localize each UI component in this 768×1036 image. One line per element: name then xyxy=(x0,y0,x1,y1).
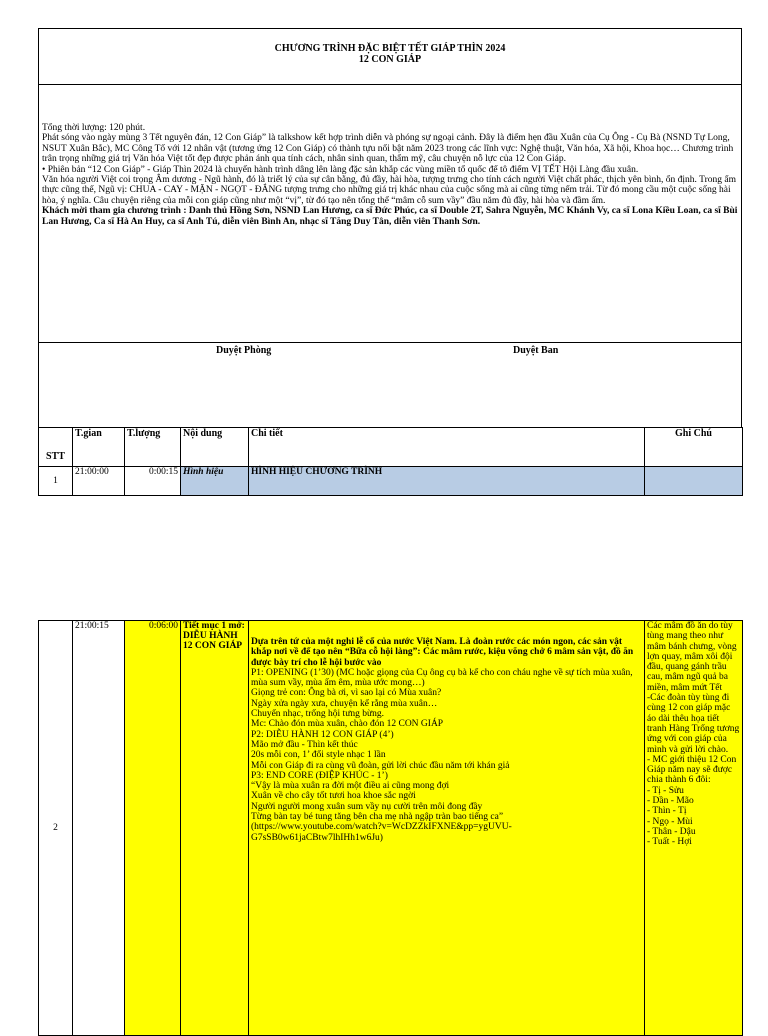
note-line: Các mâm đồ ăn do tùy tùng mang theo như mâm bánh chưng, vòng lợn quay, mâm xôi đội đầu, quang gánh trầu cau, mâm ngũ quả ba miền, mâm mứt Tết xyxy=(647,621,737,693)
note-line: - Tị - Sửu xyxy=(647,785,684,796)
detail-line: Người người mong xuân sum vầy nụ cười trên môi đong đầy xyxy=(251,801,483,812)
detail-line: Chuyển nhạc, trống hội tưng bừng. xyxy=(251,709,384,720)
table-header-row xyxy=(39,428,743,467)
program-description xyxy=(38,85,742,343)
cell-detail xyxy=(249,621,645,1036)
cell-stt: 2 xyxy=(39,621,73,1036)
detail-line: (https://www.youtube.com/watch?v=WcDZZkIFXNE&pp=ygUVU-G7sSB0w61jaCBtw7lhIHh1w6Ju) xyxy=(251,822,512,843)
document-title: CHƯƠNG TRÌNH ĐẶC BIỆT TẾT GIÁP THÌN 2024 xyxy=(274,43,506,54)
note-line: - Dần - Mão xyxy=(647,796,694,807)
detail-intro: Dựa trên tứ của một nghi lễ cổ của nước Việt Nam. Là đoàn rước các món ngon, các sản vật khắp nơi về để tạo nên “Bữa cỗ hội làng”: Các mâm rước, kiệu võng chở 6 mâm sản vật, đồ ăn được bày trí cho lễ hội bước vào xyxy=(251,637,634,668)
description-paragraph-2: • Phiên bản “12 Con Giáp” - Giáp Thìn 2024 là chuyến hành trình dâng lên làng đặc sản khắp các vùng miền tổ quốc để tô điểm VỊ TẾT Hội Làng đầu xuân. xyxy=(42,164,639,175)
approval-block xyxy=(38,343,742,427)
cell-duration: 0:00:15 xyxy=(125,467,181,496)
detail-line: Mc: Chào đón mùa xuân, chào đón 12 CON GIÁP xyxy=(251,719,444,730)
detail-line: Mão mở đầu - Thìn kết thúc xyxy=(251,739,358,750)
note-line: - Thìn - Tị xyxy=(647,806,687,817)
description-paragraph-1: Phát sóng vào ngày mùng 3 Tết nguyên đán, 12 Con Giáp” là talkshow kết hợp trình diễn và phóng sự ngoại cảnh. Đây là điểm hẹn đầu Xuân của Cụ Ông - Cụ Bà (NSND Tự Long, NSUT Xuân Bắc), MC Công Tố với 12 nhân vật (tương ứng 12 Con Giáp) có thành tựu nổi bật năm 2023 trong các lĩnh vực: Nghệ thuật, Văn hóa, Xã hội, Khoa học… Chương trình trân trọng những giá trị Văn hóa Việt tốt đẹp được phản ánh qua tính cách, nhân sinh quan, thẩm mỹ, câu chuyện nỗ lực của 12 Con Giáp. xyxy=(42,133,734,165)
col-header-detail: Chi tiết xyxy=(249,428,645,467)
total-duration: Tổng thời lượng: 120 phút. xyxy=(42,123,146,133)
detail-lines xyxy=(251,668,642,843)
detail-line: Ngày xửa ngày xưa, chuyện kể rằng mùa xuân… xyxy=(251,698,438,709)
guest-list: Khách mời tham gia chương trình : Danh thủ Hồng Sơn, NSND Lan Hương, ca sĩ Đức Phúc, ca sĩ Double 2T, Sahra Nguyễn, MC Khánh Vy, ca sĩ Lona Kiều Loan, ca sĩ Bùi Lan Hương, Ca sĩ Hà An Huy, ca sĩ Anh Tú, diễn viên Bình An, nhạc sĩ Tăng Duy Tân, diễn viên Thanh Sơn. xyxy=(42,206,738,227)
cell-time: 21:00:15 xyxy=(73,621,125,1036)
cell-duration: 0:06:00 xyxy=(125,621,181,1036)
cell-content: Tiết mục 1 mở: DIỄU HÀNH 12 CON GIÁP xyxy=(181,621,249,1036)
cell-detail: HÌNH HIỆU CHƯƠNG TRÌNH xyxy=(249,467,645,496)
note-line: - Ngọ - Mùi xyxy=(647,816,693,827)
note-line: - Tuất - Hợi xyxy=(647,837,692,848)
detail-line: Xuân về cho cây tốt tươi hoa khoe sắc ngời xyxy=(251,791,416,802)
note-line: -Các đoàn tùy tùng đi cùng 12 con giáp mặc áo dài thêu họa tiết tranh Hàng Trống tương ứng với con giáp của mình và gửi lời chào. xyxy=(647,693,740,755)
col-header-stt: STT xyxy=(39,428,73,467)
note-line: - Thân - Dậu xyxy=(647,826,696,837)
description-paragraph-3: Văn hóa người Việt coi trọng Âm dương - Ngũ hành, đó là triết lý của sự cân bằng, đủ đầy, hài hòa, tượng trưng cho tính cách người Việt chất phác, thịch yên bình, ổn định. Trong ẩm thực cũng thế, Ngũ vị: CHUA - CAY - MẶN - NGỌT - ĐẮNG tượng trưng cho những giá trị khác nhau của cuộc sống mà ai cũng từng nếm trải. Từ đó mong cầu một cuộc sống hài hòa, ý nghĩa. Câu chuyện riêng của mỗi con giáp cũng như một “vị”, từ đó tạo nên tổng thể “mâm cỗ sum vầy” đầu năm đủ đầy, hài hòa và đầm ấm. xyxy=(42,175,736,206)
col-header-content: Nội dung xyxy=(181,428,249,467)
detail-line: P1: OPENING (1’30) (MC hoặc giọng của Cụ ông cụ bà kể cho con cháu nghe về sự tích mùa xuân, mùa sum vầy, mùa ấm êm, mùa ước mong…) xyxy=(251,667,633,689)
document-title-block xyxy=(38,28,742,85)
table-row xyxy=(39,467,743,496)
detail-line: 20s mỗi con, 1’ đổi style nhạc 1 lần xyxy=(251,750,386,761)
col-header-time: T.gian xyxy=(73,428,125,467)
cell-note xyxy=(645,621,743,1036)
detail-line: P3: END CORE (ĐIỆP KHÚC - 1’) xyxy=(251,770,388,781)
note-lines xyxy=(647,621,740,848)
approval-department: Duyệt Phòng xyxy=(216,345,272,356)
detail-line: Mỗi con Giáp đi ra cùng vũ đoàn, gửi lời chúc đầu năm tới khán giả xyxy=(251,760,510,771)
schedule-table-row-2 xyxy=(38,620,743,1036)
table-row xyxy=(39,621,743,1036)
col-header-note: Ghi Chú xyxy=(645,428,743,467)
cell-content: Hình hiệu xyxy=(181,467,249,496)
note-line: - MC giới thiệu 12 Con Giáp năm nay sẽ được chia thành 6 đôi: xyxy=(647,754,737,786)
col-header-duration: T.lượng xyxy=(125,428,181,467)
cell-time: 21:00:00 xyxy=(73,467,125,496)
detail-line: Từng bàn tay bé tung tăng bên cha mẹ nhà ngập tràn bao tiếng ca” xyxy=(251,812,504,823)
document-subtitle: 12 CON GIÁP xyxy=(358,54,422,65)
detail-line: “Vậy là mùa xuân ra đời một điều ai cũng mong đợi xyxy=(251,781,450,792)
cell-stt: 1 xyxy=(39,467,73,496)
cell-note xyxy=(645,467,743,496)
detail-line: P2: DIỄU HÀNH 12 CON GIÁP (4’) xyxy=(251,729,394,740)
approval-board: Duyệt Ban xyxy=(513,345,559,356)
detail-line: Giọng trẻ con: Ông bà ơi, vì sao lại có Mùa xuân? xyxy=(251,688,442,699)
schedule-table-header xyxy=(38,427,743,496)
